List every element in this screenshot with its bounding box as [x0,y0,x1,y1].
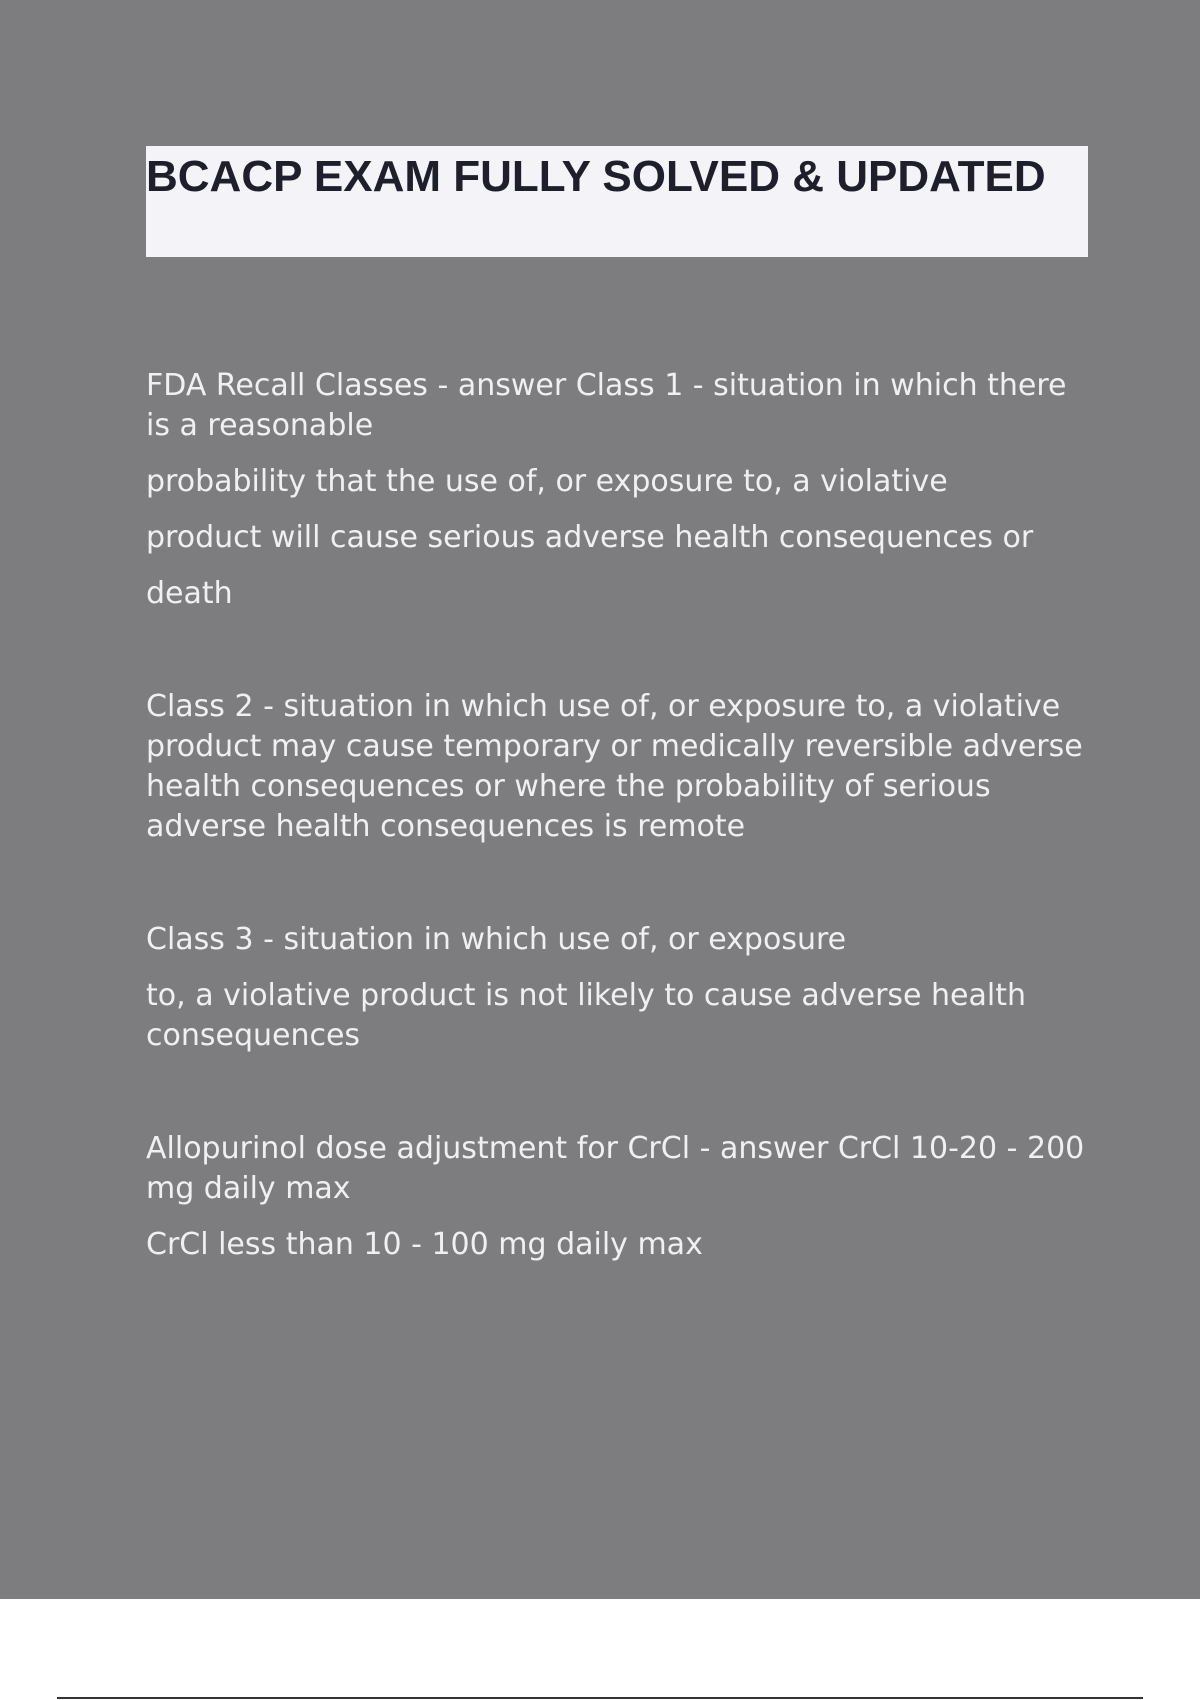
paragraph-crcl-low: CrCl less than 10 - 100 mg daily max [146,1227,703,1262]
document-body [146,366,1096,1265]
paragraph-recall-intro: FDA Recall Classes - answer Class 1 - situation in which there is a reasonable [146,368,1067,443]
paragraph-class-3-continued: to, a violative product is not likely to cause adverse health consequences [146,978,1026,1053]
paragraph-recall-product: product will cause serious adverse health consequences or [146,520,1034,555]
document-title: BCACP EXAM FULLY SOLVED & UPDATED [146,152,1046,201]
page-divider [57,1697,1143,1699]
paragraph-class-2: Class 2 - situation in which use of, or exposure to, a violative product may cause temporary or medically reversible adverse health consequences or where the probability of serious adverse health consequences is remote [146,689,1083,844]
paragraph-allopurinol: Allopurinol dose adjustment for CrCl - answer CrCl 10-20 - 200 mg daily max [146,1131,1085,1206]
paragraph-recall-probability: probability that the use of, or exposure to, a violative [146,464,948,499]
paragraph-recall-death: death [146,576,233,611]
paragraph-class-3: Class 3 - situation in which use of, or exposure [146,922,847,957]
